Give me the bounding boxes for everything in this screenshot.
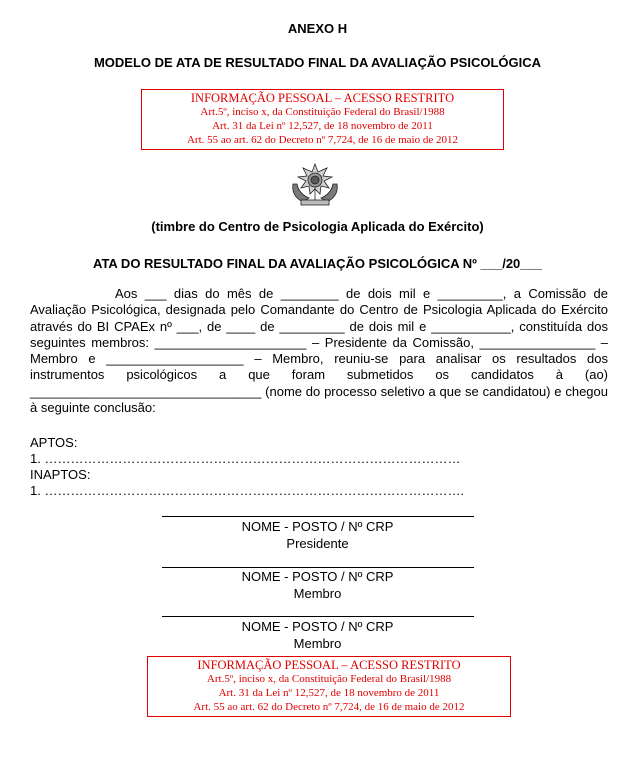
annex-title: ANEXO H — [287, 21, 348, 36]
restricted-heading: INFORMAÇÃO PESSOAL – ACESSO RESTRITO — [197, 658, 461, 672]
restricted-line: Art. 55 ao art. 62 do Decreto nº 7,724, de 16 de maio de 2012 — [186, 134, 458, 146]
ata-title: ATA DO RESULTADO FINAL DA AVALIAÇÃO PSICOLÓGICA Nº ___/20___ — [93, 256, 542, 271]
inaptos-label: INAPTOS: — [30, 467, 91, 482]
signature-role: Membro — [293, 586, 342, 601]
aptos-section — [30, 435, 460, 467]
signature-role: Presidente — [286, 536, 349, 551]
letterhead-placeholder: (timbre do Centro de Psicologia Aplicada do Exército) — [151, 219, 484, 234]
restricted-notice-bottom — [147, 656, 511, 717]
body-paragraph-block — [30, 286, 608, 416]
aptos-item: 1. …………………………………………………………………………………… — [30, 451, 461, 466]
restricted-line: Art. 31 da Lei nº 12,527, de 18 novembro de 2011 — [212, 120, 433, 132]
restricted-line: Art. 55 ao art. 62 do Decreto nº 7,724, de 16 de maio de 2012 — [193, 701, 465, 713]
restricted-line: Art. 31 da Lei nº 12,527, de 18 novembro de 2011 — [218, 687, 440, 699]
signature-line — [162, 567, 474, 568]
restricted-notice-top — [141, 89, 504, 150]
signature-name: NOME - POSTO / Nº CRP — [241, 619, 394, 634]
brazil-coat-of-arms-icon — [287, 162, 343, 208]
model-title: MODELO DE ATA DE RESULTADO FINAL DA AVALIAÇÃO PSICOLÓGICA — [93, 55, 542, 70]
signature-line — [162, 516, 474, 517]
restricted-line: Art.5º, inciso x, da Constituição Federal do Brasil/1988 — [206, 673, 452, 685]
inaptos-item: 1. ……………………………………………………………………………………. — [30, 483, 465, 498]
body-paragraph: Aos ___ dias do mês de ________ de dois mil e _________, a Comissão de Avaliação Psicológica, designada pelo Comandante do Centro de Psicologia Aplicada do Exército através do BI CPAEx nº ___, de ____ de _________ de dois mil e ___________, constituída dos seguintes membros: _____________________ – Presidente da Comissão, ________________ – Membro e ___________________ – Membro, reuniu-se para analisar os resultados dos instrumentos psicológicos a que foram submetidos os candidatos à (ao) ________________________________ (nome do processo seletivo a que se candidatou) e chegou à seguinte conclusão: — [30, 286, 608, 416]
signature-name: NOME - POSTO / Nº CRP — [241, 519, 394, 534]
restricted-line: Art.5º, inciso x, da Constituição Federal do Brasil/1988 — [200, 106, 445, 118]
inaptos-section — [30, 467, 464, 499]
aptos-label: APTOS: — [30, 435, 78, 450]
signature-line — [162, 616, 474, 617]
restricted-heading: INFORMAÇÃO PESSOAL – ACESSO RESTRITO — [190, 91, 455, 105]
signature-name: NOME - POSTO / Nº CRP — [241, 569, 394, 584]
signature-role: Membro — [293, 636, 342, 651]
